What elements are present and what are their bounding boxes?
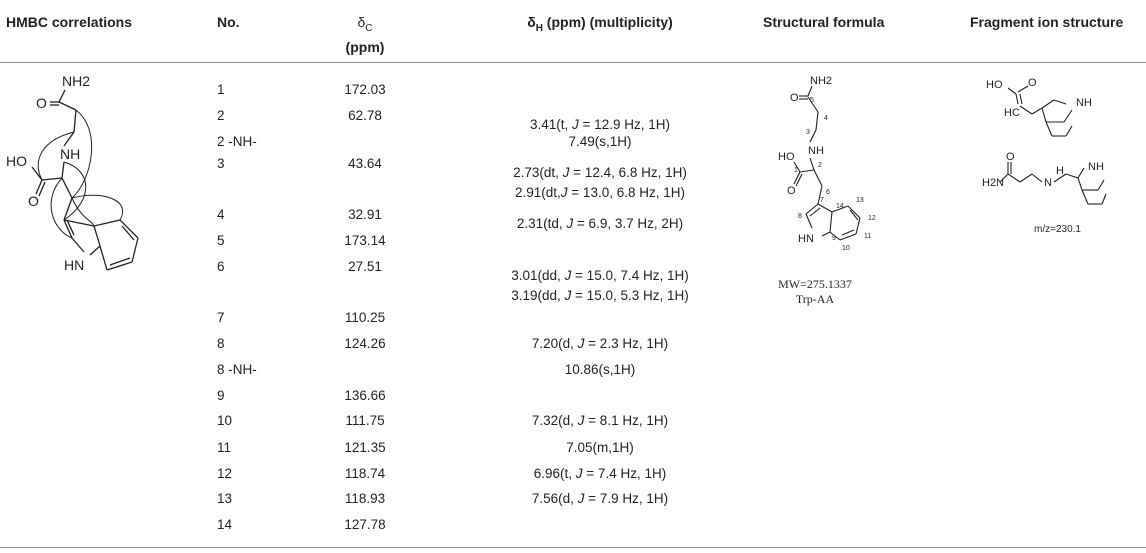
delta-c-value: 27.51 (348, 259, 382, 274)
delta-c-value: 173.14 (344, 233, 386, 248)
delta-c-value: 111.75 (345, 413, 385, 428)
formula-hn-label: HN (798, 233, 814, 245)
fragment-nh-top-label: NH (1076, 97, 1092, 109)
atom-number-13: 13 (856, 197, 864, 204)
delta-h-value: 7.49(s,1H) (568, 134, 632, 149)
row-number: 5 (217, 233, 225, 248)
header-no: No. (217, 14, 240, 30)
molecular-weight-caption: MW=275.1337 (778, 277, 852, 291)
row-number: 8 (217, 336, 225, 351)
delta-c-value: 121.35 (344, 440, 386, 455)
atom-number-11: 11 (864, 233, 872, 240)
row-number: 7 (217, 310, 225, 325)
delta-c-value: 136.66 (344, 388, 386, 403)
hmbc-correlation-structure (2, 70, 187, 300)
fragment-o-label: O (1028, 77, 1037, 89)
formula-o-label: O (790, 92, 799, 104)
row-number: 11 (217, 440, 232, 455)
delta-c-value: 172.03 (344, 82, 386, 97)
compound-name-caption: Trp-AA (795, 292, 835, 306)
hmbc-ho-label: HO (6, 153, 27, 169)
atom-number-6: 6 (826, 189, 830, 196)
formula-ho-label: HO (778, 151, 795, 163)
hmbc-nh2-label: NH2 (62, 73, 91, 89)
delta-c-value: 43.64 (348, 156, 382, 171)
header-rule (0, 62, 1146, 63)
delta-h-value: 2.91(dt,J = 13.0, 6.8 Hz, 1H) (515, 185, 685, 200)
delta-c-value: 32.91 (348, 207, 382, 222)
delta-h-value: 2.31(td, J = 6.9, 3.7 Hz, 2H) (516, 216, 684, 231)
atom-number-7: 7 (820, 197, 824, 204)
fragment-o2-label: O (1006, 151, 1015, 163)
hmbc-hn-label: HN (64, 257, 85, 273)
row-number: 8 -NH- (217, 362, 257, 377)
delta-h-value: 7.32(d, J = 8.1 Hz, 1H) (531, 413, 669, 428)
hmbc-nh-label: NH (60, 146, 81, 162)
row-number: 12 (217, 466, 233, 481)
atom-number-3: 3 (806, 129, 810, 136)
delta-c-value: 118.74 (344, 466, 386, 481)
header-delta-c (340, 13, 390, 56)
fragment-ho-label: HO (986, 79, 1003, 91)
delta-h-value: 7.05(m,1H) (566, 440, 634, 455)
header-delta-c-text: $\delta_C$ (357, 14, 373, 34)
atom-number-12: 12 (868, 215, 876, 222)
atom-number-4: 4 (824, 115, 828, 122)
row-number: 14 (217, 517, 233, 532)
fragment-hc-label: HC (1004, 107, 1020, 119)
delta-c-value: 127.78 (344, 517, 386, 532)
row-number: 9 (217, 388, 225, 403)
fragment-n-label: N (1044, 177, 1052, 189)
delta-h-value: 7.56(d, J = 7.9 Hz, 1H) (531, 491, 669, 506)
row-number: 1 (217, 82, 225, 97)
delta-c-value: 118.93 (344, 491, 386, 506)
header-delta-h (452, 13, 748, 38)
delta-c-value: 62.78 (348, 108, 382, 123)
header-delta-c-unit: (ppm) (345, 38, 385, 55)
atom-number-1: 1 (794, 167, 798, 174)
hmbc-o2-label: O (28, 193, 39, 209)
header-fragment-ion-structure: Fragment ion structure (970, 14, 1124, 30)
delta-h-value: 10.86(s,1H) (564, 362, 636, 377)
delta-c-value: 110.25 (344, 310, 386, 325)
bottom-rule (0, 547, 1146, 548)
row-number: 4 (217, 207, 225, 222)
fragment-h-label: H (1056, 165, 1064, 177)
atom-number-2: 2 (818, 162, 822, 169)
row-number: 2 -NH- (217, 134, 257, 149)
atom-number-9: 9 (832, 235, 836, 242)
header-delta-c-symbol (340, 13, 390, 38)
fragment-h2n-label: H2N (982, 177, 1005, 189)
fragment-mz-label: m/z=230.1 (1034, 224, 1081, 235)
delta-c-value: 124.26 (344, 336, 386, 351)
delta-h-value: 6.96(t, J = 7.4 Hz, 1H) (533, 466, 667, 481)
delta-h-value: 3.41(t, J = 12.9 Hz, 1H) (530, 117, 670, 132)
formula-nh-label: NH (808, 145, 824, 157)
delta-h-value: 2.73(dt, J = 12.4, 6.8 Hz, 1H) (513, 165, 687, 180)
row-number: 3 (217, 156, 225, 171)
delta-h-value: 7.20(d, J = 2.3 Hz, 1H) (531, 336, 669, 351)
atom-number-8: 8 (798, 213, 802, 220)
header-delta-h-text: $\delta_H$ (ppm) (multiplicity) (527, 14, 673, 34)
hmbc-o-label: O (36, 95, 47, 111)
formula-o2-label: O (787, 185, 796, 197)
delta-h-value: 3.01(dd, J = 15.0, 7.4 Hz, 1H) (511, 268, 689, 283)
atom-number-5: 5 (810, 97, 814, 104)
fragment-nh-bottom-label: NH (1088, 161, 1104, 173)
atom-number-14: 14 (836, 203, 844, 210)
atom-number-10: 10 (842, 245, 850, 252)
delta-h-value: 3.19(dd, J = 15.0, 5.3 Hz, 1H) (511, 288, 689, 303)
structural-formula-drawing (770, 72, 900, 282)
formula-nh2-label: NH2 (810, 75, 833, 87)
row-number: 2 (217, 108, 225, 123)
row-number: 13 (217, 491, 233, 506)
fragment-ion-drawing (980, 70, 1140, 300)
row-number: 10 (217, 413, 233, 428)
row-number: 6 (217, 259, 225, 274)
header-hmbc-correlations: HMBC correlations (6, 14, 133, 30)
header-structural-formula: Structural formula (763, 14, 885, 30)
